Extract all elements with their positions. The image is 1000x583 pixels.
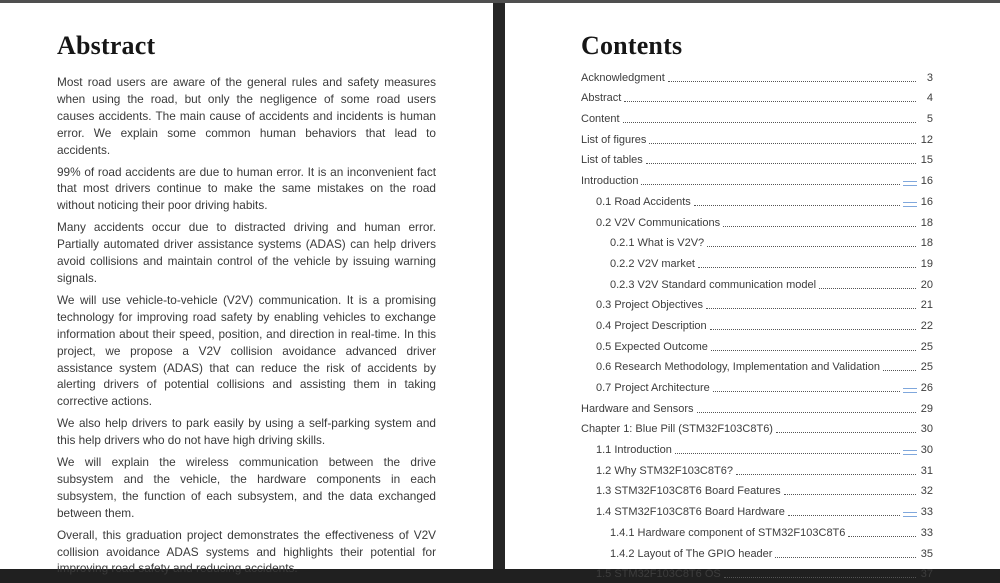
dotted-leader bbox=[819, 288, 916, 289]
toc-entry[interactable] bbox=[581, 335, 933, 356]
toc-entry-page: 33 bbox=[919, 506, 933, 518]
dotted-leader bbox=[706, 308, 916, 309]
toc-entry-label: Hardware and Sensors bbox=[581, 403, 694, 415]
toc-entry[interactable] bbox=[581, 314, 933, 335]
toc-entry[interactable] bbox=[581, 149, 933, 170]
abstract-paragraph: We also help drivers to park easily by using a self-parking system and this help drivers who do not have high driving skills. bbox=[57, 415, 436, 449]
toc-entry-page: 4 bbox=[919, 92, 933, 104]
page-abstract bbox=[0, 3, 493, 569]
dotted-leader bbox=[694, 205, 900, 206]
toc-entry-page: 37 bbox=[919, 568, 933, 580]
toc-entry-page: 30 bbox=[919, 423, 933, 435]
abstract-title: Abstract bbox=[57, 31, 436, 61]
toc-entry-label: 0.2.1 What is V2V? bbox=[610, 237, 704, 249]
dotted-leader bbox=[649, 143, 916, 144]
toc-entry-label: 1.5 STM32F103C8T6 OS bbox=[596, 568, 721, 580]
toc-entry-page: 29 bbox=[919, 403, 933, 415]
dotted-leader bbox=[697, 412, 916, 413]
toc-entry-label: 0.2.3 V2V Standard communication model bbox=[610, 279, 816, 291]
dotted-leader bbox=[698, 267, 916, 268]
toc-entry-label: List of tables bbox=[581, 154, 643, 166]
dotted-leader bbox=[775, 557, 916, 558]
dotted-leader bbox=[784, 494, 916, 495]
abstract-paragraph: Overall, this graduation project demonstrates the effectiveness of V2V collision avoidance ADAS systems and highlights their potential for improving road safety and reducing accidents. bbox=[57, 527, 436, 578]
toc-entry-label: 1.1 Introduction bbox=[596, 444, 672, 456]
toc-entry-page: 15 bbox=[919, 154, 933, 166]
dotted-leader bbox=[675, 453, 900, 454]
abstract-paragraph: Most road users are aware of the general rules and safety measures when using the road, but only the negligence of some road users causes accidents. The main cause of accidents and incidents is human error. We explain some common human behaviors that lead to accidents. bbox=[57, 74, 436, 159]
toc-entry-label: Introduction bbox=[581, 175, 638, 187]
dotted-leader bbox=[776, 432, 916, 433]
toc-entry-page: 33 bbox=[919, 527, 933, 539]
dotted-leader bbox=[707, 246, 916, 247]
toc-entry-page: 19 bbox=[919, 258, 933, 270]
toc-entry[interactable] bbox=[581, 397, 933, 418]
toc-entry[interactable] bbox=[581, 459, 933, 480]
toc-entry-page: 35 bbox=[919, 548, 933, 560]
toc-entry[interactable] bbox=[581, 211, 933, 232]
toc-entry-label: Abstract bbox=[581, 92, 621, 104]
revision-mark bbox=[903, 450, 917, 455]
dotted-leader bbox=[641, 184, 900, 185]
toc-entry-page: 26 bbox=[919, 382, 933, 394]
contents-title: Contents bbox=[581, 31, 933, 61]
toc-entry-label: 1.4.2 Layout of The GPIO header bbox=[610, 548, 772, 560]
toc-entry-page: 25 bbox=[919, 341, 933, 353]
revision-mark bbox=[903, 202, 917, 207]
dotted-leader bbox=[723, 226, 916, 227]
toc-entry-page: 22 bbox=[919, 320, 933, 332]
toc-entry-label: 1.3 STM32F103C8T6 Board Features bbox=[596, 485, 781, 497]
toc-entry[interactable] bbox=[581, 190, 933, 211]
toc-entry-page: 20 bbox=[919, 279, 933, 291]
toc-entry[interactable] bbox=[581, 87, 933, 108]
toc-entry[interactable] bbox=[581, 480, 933, 501]
toc-entry-page: 3 bbox=[919, 72, 933, 84]
abstract-paragraph: Many accidents occur due to distracted driving and human error. Partially automated driver assistance systems (ADAS) can help drivers avoid collisions and maintain control of the vehicle by issuing warning signals. bbox=[57, 219, 436, 287]
dotted-leader bbox=[883, 370, 916, 371]
toc-entry[interactable] bbox=[581, 418, 933, 439]
toc-entry-label: 1.2 Why STM32F103C8T6? bbox=[596, 465, 733, 477]
revision-mark bbox=[903, 181, 917, 186]
pages-top-edge bbox=[0, 0, 1000, 3]
dotted-leader bbox=[848, 536, 916, 537]
dotted-leader bbox=[646, 163, 916, 164]
toc-entry-label: 1.4.1 Hardware component of STM32F103C8T6 bbox=[610, 527, 845, 539]
dotted-leader bbox=[713, 391, 900, 392]
toc-entry-label: 0.2.2 V2V market bbox=[610, 258, 695, 270]
toc-entry[interactable] bbox=[581, 500, 933, 521]
toc-entry-page: 31 bbox=[919, 465, 933, 477]
abstract-paragraphs bbox=[57, 74, 436, 577]
toc-entry[interactable] bbox=[581, 66, 933, 87]
toc-entry[interactable] bbox=[581, 294, 933, 315]
toc-entry[interactable] bbox=[581, 128, 933, 149]
toc-entry-page: 25 bbox=[919, 361, 933, 373]
toc-entry-label: List of figures bbox=[581, 134, 646, 146]
toc-entry[interactable] bbox=[581, 542, 933, 563]
toc-entry-label: 0.5 Expected Outcome bbox=[596, 341, 708, 353]
toc-entry-label: 0.6 Research Methodology, Implementation and Validation bbox=[596, 361, 880, 373]
toc-entry[interactable] bbox=[581, 563, 933, 583]
revision-mark bbox=[903, 388, 917, 393]
toc-entry[interactable] bbox=[581, 273, 933, 294]
toc-entry-page: 18 bbox=[919, 237, 933, 249]
toc-entry[interactable] bbox=[581, 376, 933, 397]
toc-entry-label: 0.1 Road Accidents bbox=[596, 196, 691, 208]
toc-entry-page: 30 bbox=[919, 444, 933, 456]
dotted-leader bbox=[711, 350, 916, 351]
abstract-paragraph: We will use vehicle-to-vehicle (V2V) communication. It is a promising technology for improving road safety by enabling vehicles to exchange information about their speed, position, and direction in real-time. In this project, we propose a V2V collision avoidance advanced driver assistance system (ADAS) that can reduce the risk of accidents by alerting drivers of potential collisions and assisting them in taking corrective actions. bbox=[57, 292, 436, 410]
toc-entry-page: 18 bbox=[919, 217, 933, 229]
toc-entry[interactable] bbox=[581, 169, 933, 190]
dotted-leader bbox=[710, 329, 916, 330]
toc-entry[interactable] bbox=[581, 356, 933, 377]
toc-entry-label: 0.2 V2V Communications bbox=[596, 217, 720, 229]
toc-entry-page: 5 bbox=[919, 113, 933, 125]
toc-entry-label: Acknowledgment bbox=[581, 72, 665, 84]
toc-entry-page: 32 bbox=[919, 485, 933, 497]
abstract-paragraph: 99% of road accidents are due to human error. It is an inconvenient fact that most drivers continue to make the same mistakes on the road without noticing their poor driving habits. bbox=[57, 164, 436, 215]
dotted-leader bbox=[668, 81, 916, 82]
toc-entry[interactable] bbox=[581, 521, 933, 542]
dotted-leader bbox=[623, 122, 916, 123]
page-contents bbox=[505, 3, 1000, 569]
toc-entry-label: 1.4 STM32F103C8T6 Board Hardware bbox=[596, 506, 785, 518]
toc-entry-page: 12 bbox=[919, 134, 933, 146]
page-divider bbox=[493, 0, 505, 569]
dotted-leader bbox=[736, 474, 916, 475]
toc-entry-label: Content bbox=[581, 113, 620, 125]
toc-entry-page: 21 bbox=[919, 299, 933, 311]
toc-entry[interactable] bbox=[581, 107, 933, 128]
toc-entry-page: 16 bbox=[919, 175, 933, 187]
revision-mark bbox=[903, 512, 917, 517]
dotted-leader bbox=[724, 577, 916, 578]
toc-entry-label: 0.7 Project Architecture bbox=[596, 382, 710, 394]
dotted-leader bbox=[624, 101, 916, 102]
toc-entry[interactable] bbox=[581, 438, 933, 459]
toc-entry-label: 0.4 Project Description bbox=[596, 320, 707, 332]
toc-list bbox=[581, 66, 933, 583]
abstract-paragraph: We will explain the wireless communication between the drive subsystem and the vehicle, the hardware components in each subsystem, the function of each subsystem, and the data exchanged between them. bbox=[57, 454, 436, 522]
dotted-leader bbox=[788, 515, 900, 516]
toc-entry-label: 0.3 Project Objectives bbox=[596, 299, 703, 311]
toc-entry[interactable] bbox=[581, 232, 933, 253]
toc-entry[interactable] bbox=[581, 252, 933, 273]
toc-entry-page: 16 bbox=[919, 196, 933, 208]
toc-entry-label: Chapter 1: Blue Pill (STM32F103C8T6) bbox=[581, 423, 773, 435]
